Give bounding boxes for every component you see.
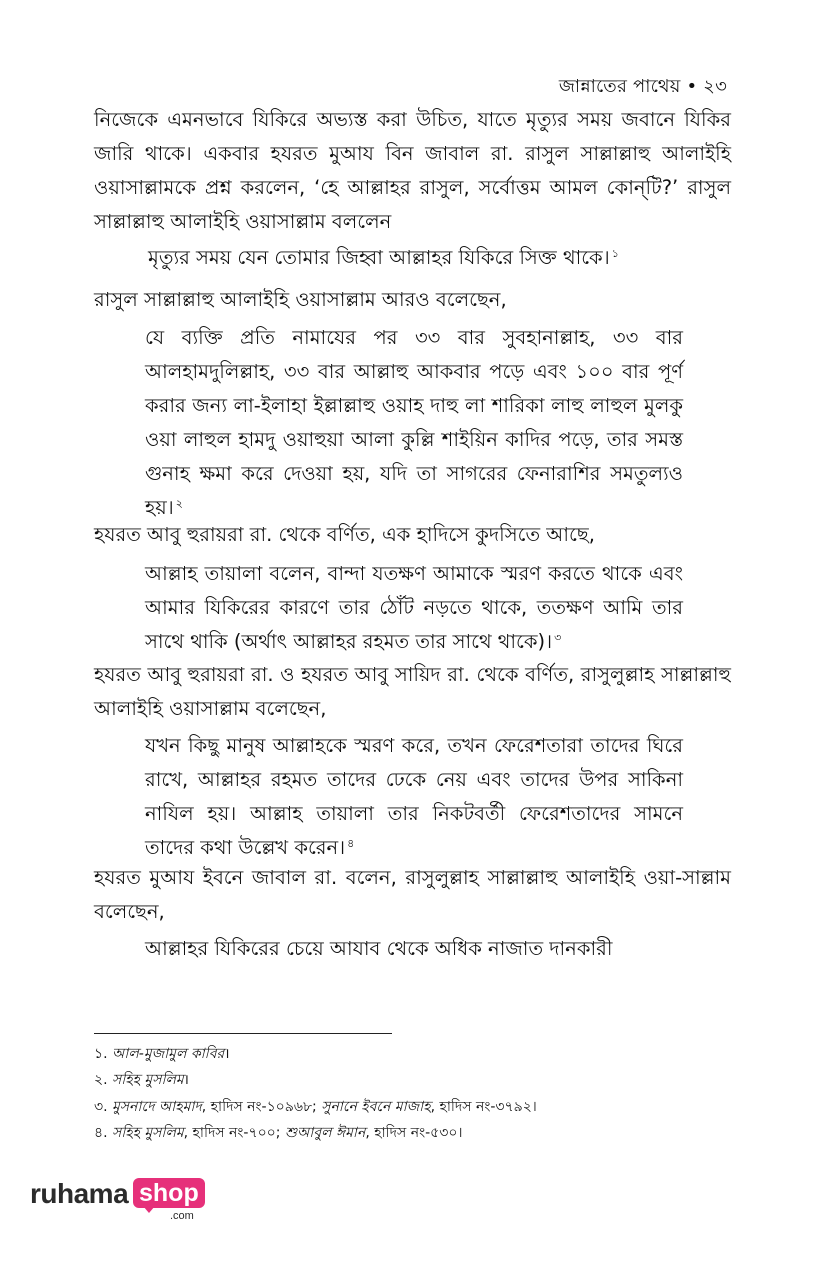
footnote-source-2: শুআবুল ঈমান [284, 1125, 366, 1141]
quote-text: যে ব্যক্তি প্রতি নামাযের পর ৩৩ বার সুবহানাল্লাহ, ৩৩ বার আলহামদুলিল্লাহ, ৩৩ বার আল্লাহু আকবার পড়ে এবং ১০০ বার পূর্ণ করার জন্য লা-ইলাহা ইল্লাল্লাহু ওয়াহ দাহু লা শারিকা লাহু লাহুল মুলকু ওয়া লাহুল হামদু ওয়াহুয়া আলা কুল্লি শাইয়িন কাদির পড়ে, তার সমস্ত গুনাহ ক্ষমা করে দেওয়া হয়, যদি তা সাগরের ফেনারাশির সমতুল্যও হয়। [145, 326, 683, 519]
quote-3 [145, 557, 683, 659]
running-header: জান্নাতের পাথেয় • ২৩ [558, 76, 727, 97]
paragraph-4: হযরত আবু হুরায়রা রা. ও হযরত আবু সায়িদ রা. থেকে বর্ণিত, রাসুলুল্লাহ সাল্লাল্লাহু আলাইহি ওয়াসাল্লাম বলেছেন, [94, 663, 731, 720]
footnote-number: ২. [94, 1072, 108, 1088]
footnote-4 [94, 1123, 462, 1143]
footnote-2 [94, 1070, 189, 1090]
footnote-source: সহিহ মুসলিম [112, 1072, 184, 1088]
paragraph-1: নিজেকে এমনভাবে যিকিরে অভ্যস্ত করা উচিত, যাতে মৃত্যুর সময় জবানে যিকির জারি থাকে। একবার হযরত মুআয বিন জাবাল রা. রাসুল সাল্লাল্লাহু আলাইহি ওয়াসাল্লামকে প্রশ্ন করলেন, ‘হে আল্লাহর রাসুল, সর্বোত্তম আমল কোন্‌টি?’ রাসুল সাল্লাল্লাহু আলাইহি ওয়াসাল্লাম বললেন [94, 108, 731, 233]
quote-2 [145, 321, 683, 525]
paragraph-5: হযরত মুআয ইবনে জাবাল রা. বলেন, রাসুলুল্লাহ সাল্লাল্লাহু আলাইহি ওয়া-সাল্লাম বলেছেন, [94, 866, 731, 923]
footnote-text: । [224, 1046, 230, 1062]
quote-text: যখন কিছু মানুষ আল্লাহকে স্মরণ করে, তখন ফেরেশতারা তাদের ঘিরে রাখে, আল্লাহর রহমত তাদের ঢেকে নেয় এবং তাদের উপর সাকিনা নাযিল হয়। আল্লাহ তায়ালা তার নিকটবর্তী ফেরেশতাদের সামনে তাদের কথা উল্লেখ করেন। [145, 734, 683, 859]
logo-domain: .com [170, 1210, 194, 1222]
footnote-ref: ১ [611, 247, 619, 260]
logo-badge-tail [143, 1206, 155, 1213]
footnote-ref: ৩ [554, 631, 562, 644]
quote-text: মৃত্যুর সময় যেন তোমার জিহ্বা আল্লাহর যিকিরে সিক্ত থাকে। [148, 246, 610, 269]
footnote-source: সহিহ মুসলিম [112, 1125, 184, 1141]
footnote-source: মুসনাদে আহমাদ [112, 1099, 202, 1115]
footnote-text: । [183, 1072, 189, 1088]
footnote-source: আল-মুজামুল কাবির [112, 1046, 225, 1062]
footnote-ref: ৪ [347, 837, 355, 850]
quote-5: আল্লাহর যিকিরের চেয়ে আযাব থেকে অধিক নাজাত দানকারী [145, 937, 613, 960]
footnote-source-2: সুনানে ইবনে মাজাহ [321, 1099, 431, 1115]
footnote-text: , হাদিস নং-১০৯৬৮; [201, 1099, 322, 1115]
footnote-3 [94, 1097, 537, 1117]
quote-text: আল্লাহ তায়ালা বলেন, বান্দা যতক্ষণ আমাকে স্মরণ করতে থাকে এবং আমার যিকিরের কারণে তার ঠোঁট নড়তে থাকে, ততক্ষণ আমি তার সাথে থাকি (অর্থাৎ আল্লাহর রহমত তার সাথে থাকে)। [145, 562, 683, 653]
footnote-text: , হাদিস নং-৭০০; [183, 1125, 285, 1141]
logo-wordmark: ruhama [30, 1178, 129, 1209]
footnote-number: ৩. [94, 1099, 108, 1115]
footnote-ref: ২ [175, 497, 183, 510]
footnote-1 [94, 1044, 230, 1064]
footnote-divider [94, 1033, 392, 1034]
ruhamashop-logo [30, 1178, 230, 1223]
quote-1 [148, 241, 688, 275]
footnote-number: ১. [94, 1046, 108, 1062]
quote-4 [145, 729, 683, 865]
footnote-number: ৪. [94, 1125, 108, 1141]
paragraph-2: রাসুল সাল্লাল্লাহু আলাইহি ওয়াসাল্লাম আরও বলেছেন, [94, 288, 507, 311]
paragraph-3: হযরত আবু হুরায়রা রা. থেকে বর্ণিত, এক হাদিসে কুদসিতে আছে, [94, 523, 595, 546]
logo-shop-badge: shop [133, 1178, 205, 1208]
footnote-text-end: , হাদিস নং-৫৩০। [365, 1125, 463, 1141]
footnote-text-end: , হাদিস নং-৩৭৯২। [430, 1099, 537, 1115]
